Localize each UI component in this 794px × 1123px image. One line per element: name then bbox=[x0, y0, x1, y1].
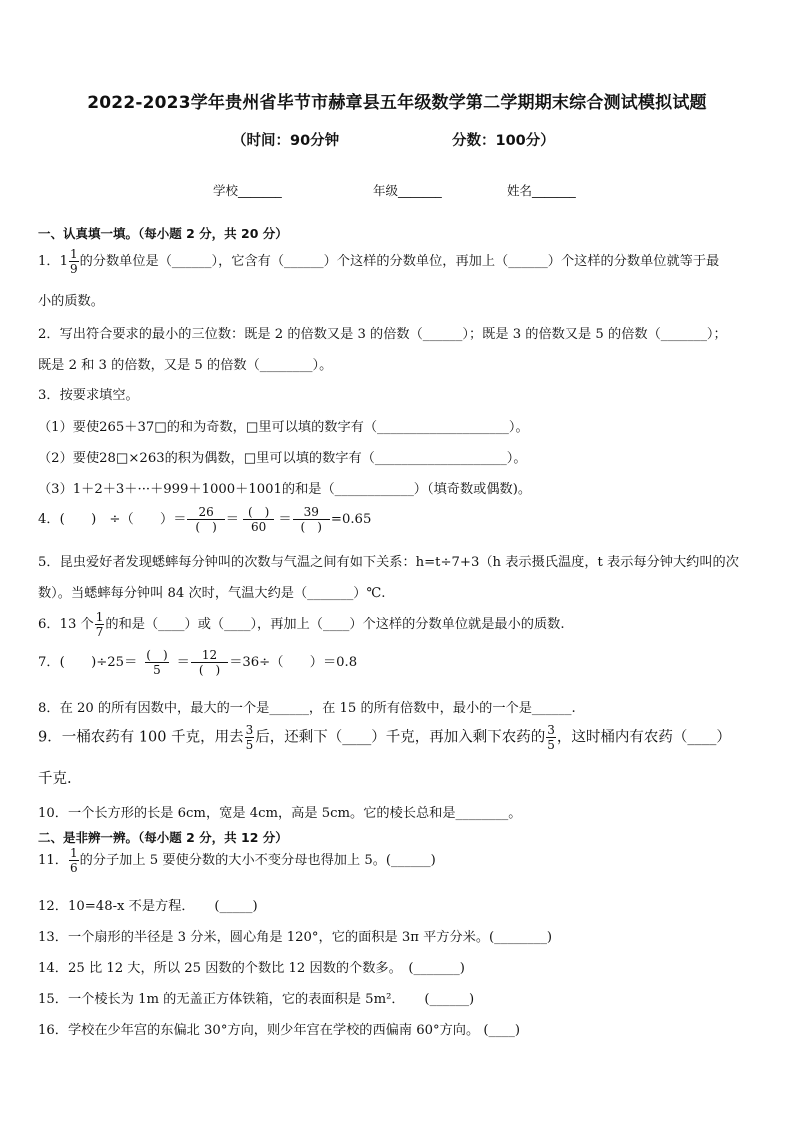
q11-text: 的分子加上 5 要使分数的大小不变分母也得加上 5。(______) bbox=[79, 853, 436, 868]
question-7 bbox=[38, 649, 357, 676]
question-6 bbox=[38, 611, 565, 638]
question-3-intro: 3．按要求填空。 bbox=[38, 388, 139, 403]
section-2-heading: 二、是非辨一辨。（每小题 2 分，共 12 分） bbox=[38, 830, 288, 845]
q9-prefix: 9．一桶农药有 100 千克，用去 bbox=[38, 729, 244, 746]
question-10: 10．一个长方形的长是 6cm，宽是 4cm，高是 5cm。它的棱长总和是________。 bbox=[38, 806, 522, 821]
q9-fraction-1: $\frac{3}{5}$ bbox=[245, 723, 254, 752]
name-field: 姓名_______ bbox=[507, 183, 576, 198]
question-3-part1: （1）要使265＋37□的和为奇数，□里可以填的数字有（____________________）。 bbox=[38, 420, 529, 435]
score-label: 分数：100分） bbox=[452, 133, 555, 149]
q4-fraction-3: $\frac{39}{( )}$ bbox=[293, 506, 330, 533]
q4-fraction-2: $\frac{( )}{60}$ bbox=[240, 506, 277, 533]
question-1 bbox=[38, 248, 719, 275]
exam-title: 2022-2023学年贵州省毕节市赫章县五年级数学第二学期期末综合测试模拟试题 bbox=[87, 93, 707, 113]
q7-fraction-1: $\frac{( )}{5}$ bbox=[146, 648, 168, 677]
question-5-line2: 数）。当蟋蟀每分钟叫 84 次时，气温大约是（_______）℃. bbox=[38, 586, 386, 601]
question-3-part3: （3）1＋2＋3＋···＋999＋1000＋1001的和是（____________）（填奇数或偶数)。 bbox=[38, 482, 532, 497]
q4-suffix: =0.65 bbox=[330, 512, 372, 527]
time-label: （时间：90分钟 bbox=[232, 133, 340, 149]
question-4 bbox=[38, 506, 371, 533]
q4-equals-1: ＝ bbox=[225, 512, 239, 527]
q11-fraction: $\frac{1}{6}$ bbox=[69, 846, 78, 875]
question-9-cont: 千克. bbox=[38, 771, 72, 787]
q9-fraction-2: $\frac{3}{5}$ bbox=[547, 723, 555, 752]
school-field: 学校_______ bbox=[213, 183, 282, 198]
q1-number: 1． bbox=[38, 254, 60, 269]
q7-fraction-2: $\frac{12}{( )}$ bbox=[191, 649, 228, 676]
q9-middle: 后，还剩下（____）千克，再加入剩下农药的 bbox=[255, 729, 546, 746]
q1-fraction: $\frac{1}{9}$ bbox=[69, 247, 78, 276]
q7-equals: ＝ bbox=[176, 655, 190, 670]
question-2-line2: 既是 2 和 3 的倍数，又是 5 的倍数（________）。 bbox=[38, 358, 333, 373]
q7-suffix: ＝36÷（ ）＝0.8 bbox=[229, 655, 358, 670]
grade-field: 年级_______ bbox=[373, 183, 442, 198]
question-11 bbox=[38, 847, 436, 874]
q1-text: 的分数单位是（______），它含有（______）个这样的分数单位，再加上（______）个这样的分数单位就等于最 bbox=[79, 254, 720, 269]
q6-text: 的和是（____）或（____），再加上（____）个这样的分数单位就是最小的质数. bbox=[105, 617, 565, 632]
question-14: 14．25 比 12 大，所以 25 因数的个数比 12 因数的个数多。 (_______) bbox=[38, 961, 465, 976]
q4-prefix: 4．( ) ÷（ ）＝ bbox=[38, 512, 187, 527]
question-5-line1: 5．昆虫爱好者发现蟋蟀每分钟叫的次数与气温之间有如下关系：h=t÷7+3（h 表示摄氏温度，t 表示每分钟大约叫的次 bbox=[38, 555, 739, 570]
question-13: 13．一个扇形的半径是 3 分米，圆心角是 120°，它的面积是 3π 平方分米。(________) bbox=[38, 930, 553, 945]
q4-fraction-1: $\frac{26}{( )}$ bbox=[187, 506, 224, 533]
question-9 bbox=[38, 724, 731, 751]
section-1-heading: 一、认真填一填。（每小题 2 分，共 20 分） bbox=[38, 226, 288, 241]
question-15: 15．一个棱长为 1m 的无盖正方体铁箱，它的表面积是 5m²． (______) bbox=[38, 992, 475, 1007]
question-3-part2: （2）要使28□×263的积为偶数，□里可以填的数字有（____________________）。 bbox=[38, 451, 527, 466]
q7-prefix: 7．( )÷25＝ bbox=[38, 655, 138, 670]
question-12: 12．10=48-x 不是方程． (_____) bbox=[38, 899, 258, 914]
question-16: 16．学校在少年宫的东偏北 30°方向，则少年宫在学校的西偏南 60°方向。 (____) bbox=[38, 1023, 521, 1038]
question-2-line1: 2．写出符合要求的最小的三位数：既是 2 的倍数又是 3 的倍数（______）；既是 3 的倍数又是 5 的倍数（_______）； bbox=[38, 327, 727, 342]
q6-prefix: 6．13 个 bbox=[38, 617, 94, 632]
q4-equals-2: ＝ bbox=[278, 512, 292, 527]
question-1-cont: 小的质数。 bbox=[38, 294, 104, 309]
q1-whole: 1 bbox=[59, 254, 68, 269]
q11-number: 11． bbox=[38, 853, 68, 868]
q6-fraction: $\frac{1}{7}$ bbox=[95, 610, 104, 639]
question-8: 8．在 20 的所有因数中，最大的一个是______，在 15 的所有倍数中，最小的一个是______. bbox=[38, 701, 576, 716]
q9-suffix: ，这时桶内有农药（____） bbox=[556, 729, 731, 746]
